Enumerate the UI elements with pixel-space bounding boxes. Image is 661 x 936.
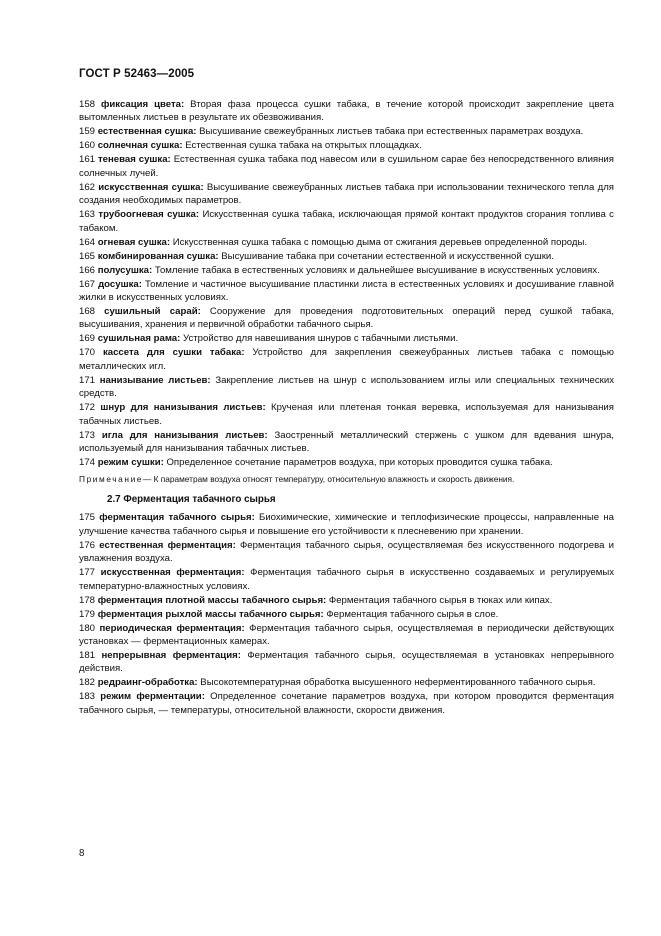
term-number: 164 [79,236,96,248]
term-entry [79,153,614,180]
term-definition: Биохимические, химические и теплофизические процессы, направленные на улучшение качества табачного сырья и повышение его устойчивости к плесневению при хранении. [79,512,614,537]
term-number: 167 [79,278,96,290]
term-name: фиксация цвета: [100,99,185,110]
term-entry [79,649,614,676]
term-number: 183 [79,691,96,703]
term-entry [79,332,614,345]
note [79,473,614,486]
term-number: 161 [79,154,96,166]
term-name: солнечная сушка: [97,140,183,152]
term-definition: Устройство для закрепления свежеубранных листьев табака с помощью металлических игл. [79,347,614,372]
term-entry [79,374,614,401]
term-number: 176 [79,539,96,551]
term-name: искусственная сушка: [98,181,204,193]
document-header: ГОСТ Р 52463—2005 [79,68,195,80]
term-name: ферментация плотной массы табачного сырья: [97,594,327,606]
term-number: 177 [79,567,96,579]
term-entry [79,676,614,689]
term-definition: Ферментация табачного сырья, осуществляемая в периодически действующих установках — ферментационных камерах. [79,622,614,647]
term-list-fermentation [79,511,614,717]
term-number: 179 [79,608,96,620]
term-number: 178 [79,594,96,606]
term-entry [79,346,614,373]
term-name: непрерывная ферментация: [101,649,241,661]
term-definition: Ферментация табачного сырья, осуществляемая в установках непрерывного действия. [79,649,614,675]
term-entry [79,622,614,649]
term-entry [79,236,614,249]
term-number: 174 [79,457,96,469]
term-name: игла для нанизывания листьев: [101,429,268,441]
term-name: досушка: [98,278,142,290]
term-definition: Высушивание табака при сочетании естественной и искусственной сушки. [221,250,554,262]
term-definition: Ферментация табачного сырья в слое. [326,608,499,620]
term-definition: Ферментация табачного сырья в искусственно создаваемых и регулируемых температурно-влажностных условиях. [79,567,615,592]
note-label: Примечание [79,474,144,485]
term-entry [79,690,614,717]
term-name: огневая сушка: [97,236,171,248]
term-number: 158 [79,99,96,110]
term-name: периодическая ферментация: [99,622,245,634]
term-entry [79,250,614,263]
term-definition: Сооружение для проведения подготовительных операций перед сушкой табака, высушивания, хранения и первичной обработки табачного сырья. [79,306,614,331]
term-entry [79,401,614,428]
term-definition: Заостренный металлический стержень с ушком для вдевания шнура, используемый для нанизывания табачных листьев. [79,429,614,455]
term-entry [79,264,614,277]
term-definition: Устройство для навешивания шнуров с табачными листьями. [183,333,459,345]
term-definition: Искусственная сушка табака с помощью дыма от сжигания деревьев определенной породы. [172,236,588,248]
term-name: полусушка: [97,264,153,276]
term-list-drying [79,98,614,469]
term-entry [79,566,614,593]
term-name: ферментация табачного сырья: [99,512,255,524]
term-entry [79,98,614,125]
page-number: 8 [79,848,85,859]
term-number: 181 [79,649,96,661]
term-name: искусственная ферментация: [100,567,245,579]
term-definition: Томление и частичное высушивание пластинки листа в естественных условиях и досушивание главной жилки в искусственных условиях. [79,278,614,304]
term-entry [79,278,614,305]
term-definition: Вторая фаза процесса сушки табака, в течение которой происходит закрепление цвета вытомленных листьев в результате их обезвоживания. [79,99,615,124]
term-entry [79,429,614,456]
term-name: сушильный сарай: [104,306,201,318]
term-definition: Искусственная сушка табака, исключающая прямой контакт продуктов сгорания топлива с табаком. [79,209,614,234]
term-number: 160 [79,140,96,152]
term-entry [79,608,614,621]
term-number: 159 [79,126,96,138]
term-number: 170 [79,347,96,359]
term-number: 175 [79,512,96,524]
term-entry [79,139,614,152]
term-name: теневая сушка: [97,154,171,166]
note-text: — К параметрам воздуха относят температуру, относительную влажность и скорость движения. [143,474,515,485]
term-name: кассета для сушки табака: [102,347,245,359]
term-name: редраинг-обработка: [97,677,198,689]
term-definition: Ферментация табачного сырья, осуществляемая без искусственного подогрева и увлажнения воздуха. [79,539,615,565]
term-definition: Крученая или плетеная тонкая веревка, используемая для нанизывания табачных листьев. [79,402,614,427]
term-name: ферментация рыхлой массы табачного сырья: [97,608,324,620]
term-entry [79,208,614,235]
term-definition: Естественная сушка табака на открытых площадках. [185,140,422,152]
term-number: 182 [79,677,96,689]
term-name: естественная ферментация: [99,539,236,551]
term-entry [79,125,614,138]
term-entry [79,305,614,332]
term-number: 169 [79,333,96,345]
term-definition: Определенное сочетание параметров воздуха, при котором проводится ферментация табачного сырья, — температуры, относительной влажности, скорости движения. [79,691,614,716]
term-number: 173 [79,429,96,441]
term-number: 162 [79,181,96,193]
term-name: сушильная рама: [97,333,181,345]
term-number: 168 [79,306,96,318]
document-body [79,98,614,718]
term-entry [79,456,614,469]
term-name: шнур для нанизывания листьев: [100,402,266,414]
term-number: 171 [79,374,96,386]
term-entry [79,181,614,208]
term-name: трубоогневая сушка: [98,209,200,221]
term-name: режим ферментации: [100,691,205,703]
term-name: режим сушки: [97,457,164,469]
term-definition: Томление табака в естественных условиях и дальнейшее высушивание в искусственных условиях. [154,264,600,276]
term-definition: Естественная сушка табака под навесом или в сушильном сарае без непосредственного влияния солнечных лучей. [79,154,614,179]
term-definition: Закрепление листьев на шнур с использованием иглы или специальных технических средств. [79,374,614,400]
term-entry [79,539,614,566]
term-name: естественная сушка: [97,126,197,138]
term-definition: Ферментация табачного сырья в тюках или кипах. [328,594,553,606]
term-number: 163 [79,209,96,221]
term-number: 166 [79,264,96,276]
term-entry [79,594,614,607]
term-number: 165 [79,250,96,262]
term-definition: Высокотемпературная обработка высушенного неферментированного табачного сырья. [200,677,596,689]
term-definition: Определенное сочетание параметров воздуха, при которых проводится сушка табака. [166,457,553,469]
term-definition: Высушивание свежеубранных листьев табака при естественных параметрах воздуха. [199,126,584,138]
term-number: 180 [79,622,96,634]
term-entry [79,511,614,538]
term-name: комбинированная сушка: [97,250,219,262]
section-title: 2.7 Ферментация табачного сырья [107,493,276,505]
term-definition: Высушивание свежеубранных листьев табака при использовании технического тепла для создания необходимых параметров. [79,181,614,207]
term-number: 172 [79,402,96,414]
term-name: нанизывание листьев: [99,374,211,386]
